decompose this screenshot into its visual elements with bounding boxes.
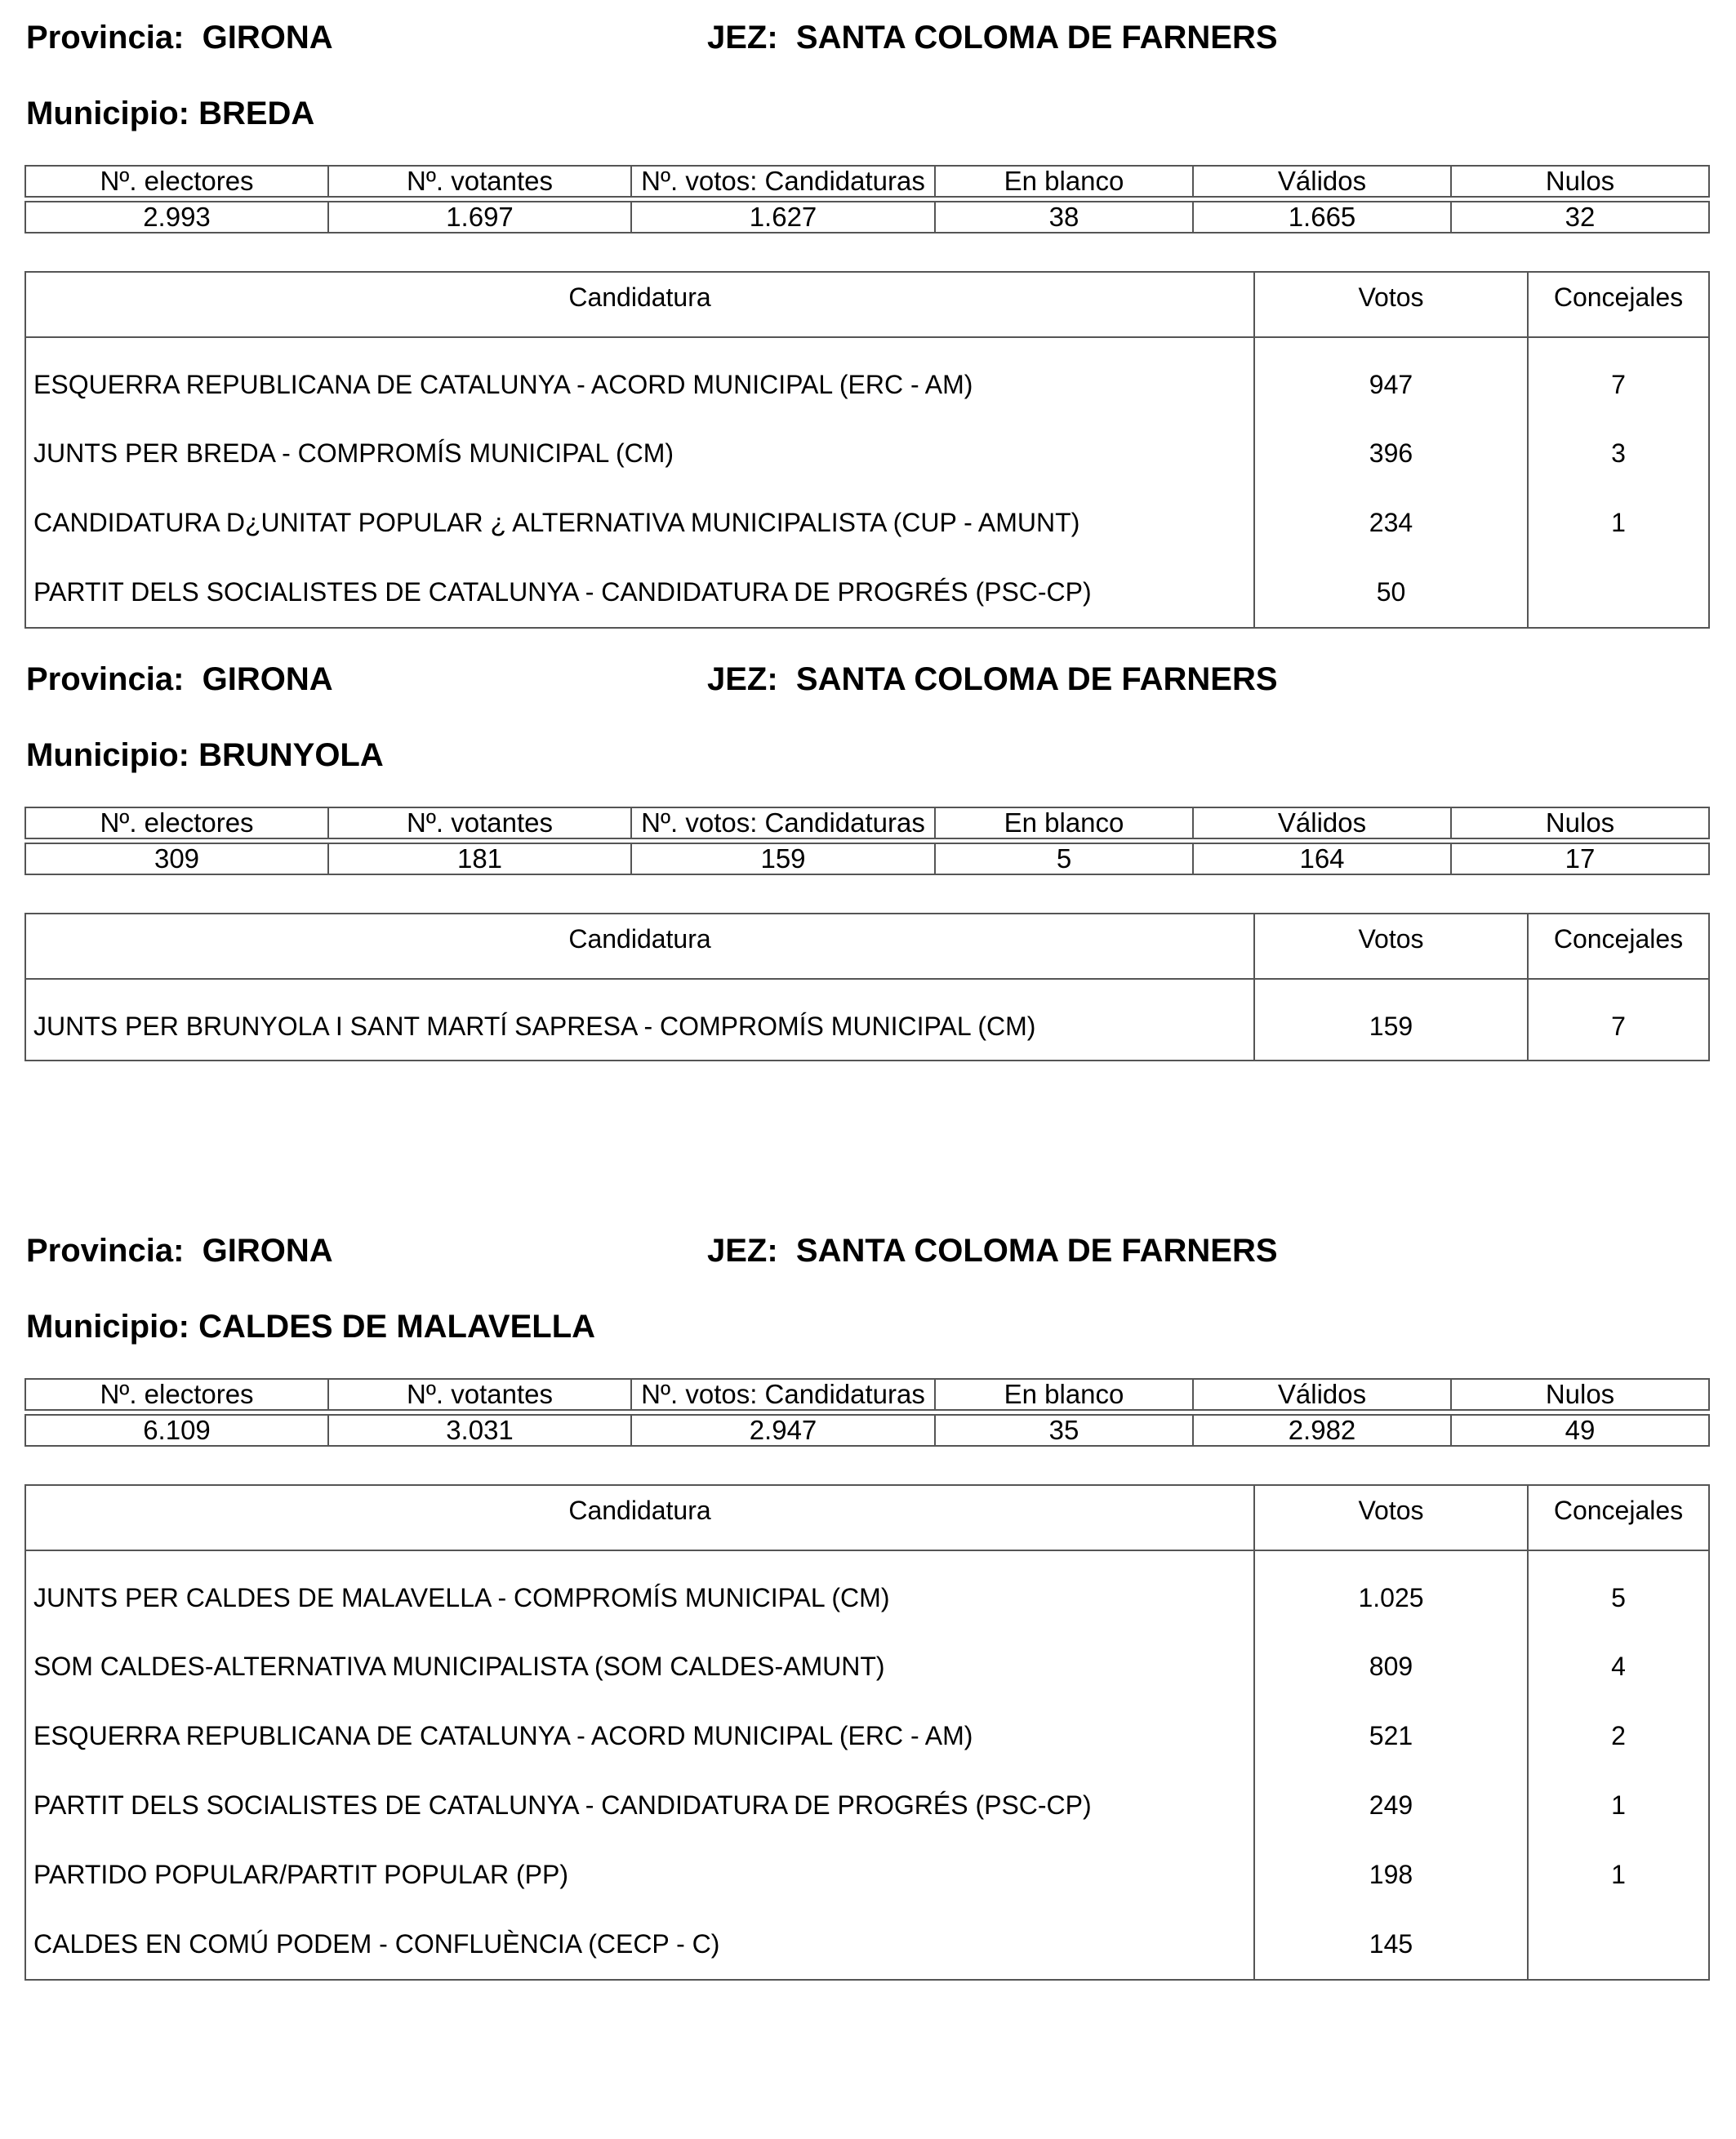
summary-value: 2.982 — [1193, 1415, 1451, 1446]
summary-header: Nº. votantes — [328, 807, 631, 838]
results-header-candidatura: Candidatura — [25, 1485, 1254, 1550]
summary-value: 164 — [1193, 843, 1451, 874]
candidatura-concejales — [1528, 558, 1709, 628]
summary-value: 2.947 — [631, 1415, 935, 1446]
candidatura-name: CALDES EN COMÚ PODEM - CONFLUÈNCIA (CECP - C) — [25, 1910, 1254, 1980]
summary-value: 17 — [1451, 843, 1709, 874]
summary-value: 159 — [631, 843, 935, 874]
summary-value: 5 — [935, 843, 1193, 874]
summary-value: 35 — [935, 1415, 1193, 1446]
candidatura-name: ESQUERRA REPUBLICANA DE CATALUNYA - ACORD MUNICIPAL (ERC - AM) — [25, 337, 1254, 419]
table-row — [25, 558, 1709, 628]
summary-header: Nº. electores — [25, 807, 328, 838]
candidatura-votos: 521 — [1254, 1701, 1528, 1771]
summary-header: Nulos — [1451, 807, 1709, 838]
provincia-header: Provincia: GIRONA — [26, 661, 333, 697]
candidatura-name: JUNTS PER CALDES DE MALAVELLA - COMPROMÍS MUNICIPAL (CM) — [25, 1550, 1254, 1632]
table-row — [25, 1701, 1709, 1771]
summary-value: 49 — [1451, 1415, 1709, 1446]
summary-header: Nulos — [1451, 1379, 1709, 1410]
municipio-header: Municipio: BRUNYOLA — [26, 737, 384, 773]
table-row — [25, 1771, 1709, 1840]
candidatura-name: PARTIT DELS SOCIALISTES DE CATALUNYA - CANDIDATURA DE PROGRÉS (PSC-CP) — [25, 1771, 1254, 1840]
candidatura-concejales — [1528, 1910, 1709, 1980]
summary-header: Nº. votos: Candidaturas — [631, 807, 935, 838]
results-header-concejales: Concejales — [1528, 272, 1709, 337]
table-row — [25, 1550, 1709, 1632]
summary-value: 2.993 — [25, 202, 328, 233]
table-row — [25, 419, 1709, 488]
results-header-candidatura: Candidatura — [25, 272, 1254, 337]
table-row — [25, 1632, 1709, 1701]
summary-value: 32 — [1451, 202, 1709, 233]
table-row — [25, 337, 1709, 419]
candidatura-concejales: 1 — [1528, 1771, 1709, 1840]
results-table — [24, 271, 1710, 629]
candidatura-concejales: 1 — [1528, 488, 1709, 558]
results-header-row — [25, 272, 1709, 337]
summary-header: En blanco — [935, 1379, 1193, 1410]
candidatura-name: CANDIDATURA D¿UNITAT POPULAR ¿ ALTERNATIVA MUNICIPALISTA (CUP - AMUNT) — [25, 488, 1254, 558]
municipio-header: Municipio: BREDA — [26, 96, 315, 131]
table-row — [25, 1910, 1709, 1980]
results-table — [24, 913, 1710, 1061]
candidatura-concejales: 2 — [1528, 1701, 1709, 1771]
candidatura-votos: 249 — [1254, 1771, 1528, 1840]
summary-value: 38 — [935, 202, 1193, 233]
summary-header-row — [25, 166, 1709, 197]
candidatura-votos: 145 — [1254, 1910, 1528, 1980]
summary-value: 309 — [25, 843, 328, 874]
candidatura-concejales: 3 — [1528, 419, 1709, 488]
candidatura-name: PARTIDO POPULAR/PARTIT POPULAR (PP) — [25, 1840, 1254, 1910]
results-table — [24, 1484, 1710, 1981]
summary-header: En blanco — [935, 807, 1193, 838]
candidatura-concejales: 7 — [1528, 979, 1709, 1061]
results-header-votos: Votos — [1254, 914, 1528, 979]
results-header-concejales: Concejales — [1528, 914, 1709, 979]
summary-value: 1.665 — [1193, 202, 1451, 233]
results-header-row — [25, 1485, 1709, 1550]
table-row — [25, 979, 1709, 1061]
candidatura-votos: 234 — [1254, 488, 1528, 558]
summary-value: 1.627 — [631, 202, 935, 233]
candidatura-votos: 50 — [1254, 558, 1528, 628]
candidatura-name: JUNTS PER BREDA - COMPROMÍS MUNICIPAL (CM) — [25, 419, 1254, 488]
candidatura-concejales: 7 — [1528, 337, 1709, 419]
candidatura-concejales: 4 — [1528, 1632, 1709, 1701]
candidatura-votos: 198 — [1254, 1840, 1528, 1910]
results-header-votos: Votos — [1254, 1485, 1528, 1550]
summary-header: En blanco — [935, 166, 1193, 197]
results-header-votos: Votos — [1254, 272, 1528, 337]
summary-header-row — [25, 1379, 1709, 1410]
summary-table — [24, 165, 1710, 233]
summary-header: Válidos — [1193, 166, 1451, 197]
summary-header: Válidos — [1193, 1379, 1451, 1410]
candidatura-concejales: 1 — [1528, 1840, 1709, 1910]
summary-value-row — [25, 843, 1709, 874]
summary-value: 1.697 — [328, 202, 631, 233]
candidatura-votos: 159 — [1254, 979, 1528, 1061]
summary-value: 3.031 — [328, 1415, 631, 1446]
candidatura-votos: 809 — [1254, 1632, 1528, 1701]
summary-header: Nulos — [1451, 166, 1709, 197]
summary-table — [24, 807, 1710, 875]
table-row — [25, 1840, 1709, 1910]
summary-header-row — [25, 807, 1709, 838]
summary-header: Nº. votos: Candidaturas — [631, 166, 935, 197]
summary-value-row — [25, 202, 1709, 233]
summary-table — [24, 1378, 1710, 1447]
provincia-header: Provincia: GIRONA — [26, 20, 333, 56]
municipio-header: Municipio: CALDES DE MALAVELLA — [26, 1309, 596, 1345]
summary-value: 6.109 — [25, 1415, 328, 1446]
candidatura-concejales: 5 — [1528, 1550, 1709, 1632]
candidatura-name: SOM CALDES-ALTERNATIVA MUNICIPALISTA (SOM CALDES-AMUNT) — [25, 1632, 1254, 1701]
summary-header: Nº. votantes — [328, 1379, 631, 1410]
jez-header: JEZ: SANTA COLOMA DE FARNERS — [707, 20, 1278, 56]
table-row — [25, 488, 1709, 558]
candidatura-name: JUNTS PER BRUNYOLA I SANT MARTÍ SAPRESA - COMPROMÍS MUNICIPAL (CM) — [25, 979, 1254, 1061]
summary-header: Nº. votos: Candidaturas — [631, 1379, 935, 1410]
candidatura-name: ESQUERRA REPUBLICANA DE CATALUNYA - ACORD MUNICIPAL (ERC - AM) — [25, 1701, 1254, 1771]
summary-header: Nº. votantes — [328, 166, 631, 197]
jez-header: JEZ: SANTA COLOMA DE FARNERS — [707, 661, 1278, 697]
results-header-candidatura: Candidatura — [25, 914, 1254, 979]
summary-header: Nº. electores — [25, 166, 328, 197]
candidatura-votos: 1.025 — [1254, 1550, 1528, 1632]
candidatura-name: PARTIT DELS SOCIALISTES DE CATALUNYA - CANDIDATURA DE PROGRÉS (PSC-CP) — [25, 558, 1254, 628]
jez-header: JEZ: SANTA COLOMA DE FARNERS — [707, 1233, 1278, 1269]
summary-value-row — [25, 1415, 1709, 1446]
provincia-header: Provincia: GIRONA — [26, 1233, 333, 1269]
summary-header: Nº. electores — [25, 1379, 328, 1410]
summary-header: Válidos — [1193, 807, 1451, 838]
results-header-row — [25, 914, 1709, 979]
candidatura-votos: 396 — [1254, 419, 1528, 488]
summary-value: 181 — [328, 843, 631, 874]
results-header-concejales: Concejales — [1528, 1485, 1709, 1550]
candidatura-votos: 947 — [1254, 337, 1528, 419]
